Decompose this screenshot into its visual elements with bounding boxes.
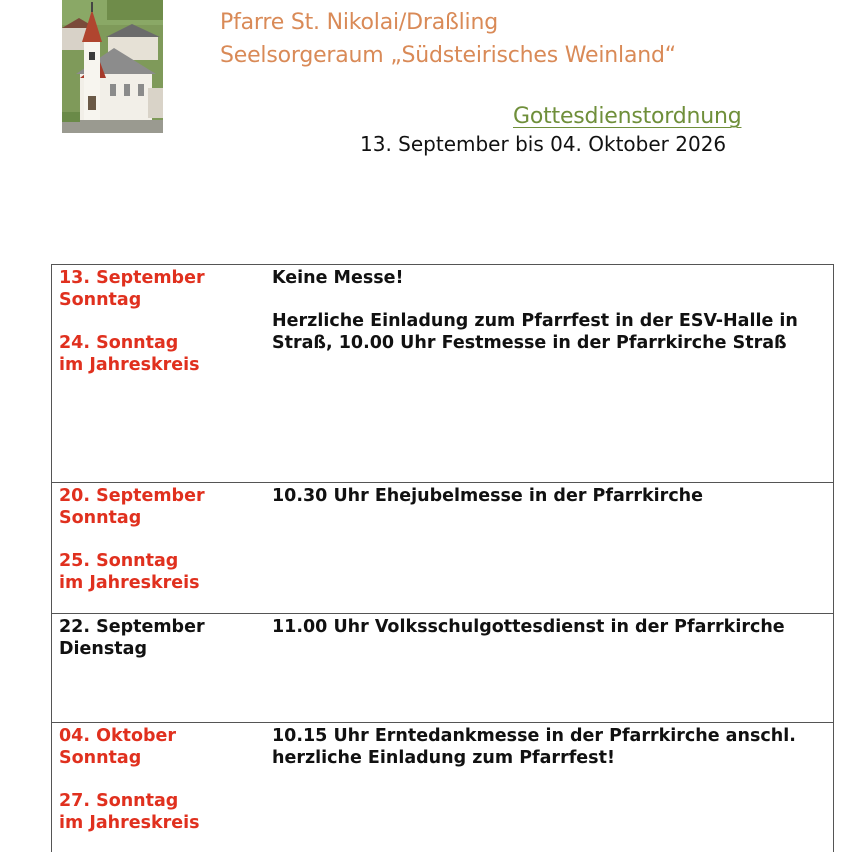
info-cell bbox=[266, 723, 833, 852]
info-line: Straß, 10.00 Uhr Festmesse in der Pfarrkirche Straß bbox=[272, 333, 787, 353]
weekday: Sonntag bbox=[59, 748, 142, 768]
info-line: 11.00 Uhr Volksschulgottesdienst in der Pfarrkirche bbox=[272, 617, 785, 637]
info-cell bbox=[266, 265, 833, 482]
table-row bbox=[52, 614, 833, 723]
feast-line: im Jahreskreis bbox=[59, 813, 200, 833]
date-cell bbox=[52, 723, 266, 852]
table-row bbox=[52, 265, 833, 483]
church-photo bbox=[62, 0, 163, 133]
date: 13. September bbox=[59, 268, 205, 288]
date: 22. September bbox=[59, 617, 205, 637]
date-cell bbox=[52, 265, 266, 482]
date-range: 13. September bis 04. Oktober 2026 bbox=[360, 132, 727, 156]
region-name: Seelsorgeraum „Südsteirisches Weinland“ bbox=[220, 43, 676, 68]
info-line: 10.30 Uhr Ehejubelmesse in der Pfarrkirche bbox=[272, 486, 704, 506]
weekday: Sonntag bbox=[59, 290, 142, 310]
info-line: Keine Messe! bbox=[272, 268, 404, 288]
feast-line: im Jahreskreis bbox=[59, 355, 200, 375]
feast-line: im Jahreskreis bbox=[59, 573, 200, 593]
date-cell bbox=[52, 614, 266, 722]
feast-line: 24. Sonntag bbox=[59, 333, 179, 353]
date: 04. Oktober bbox=[59, 726, 177, 746]
info-line: 10.15 Uhr Erntedankmesse in der Pfarrkirche anschl. bbox=[272, 726, 796, 746]
info-line: Herzliche Einladung zum Pfarrfest in der ESV-Halle in bbox=[272, 311, 798, 331]
parish-name: Pfarre St. Nikolai/Draßling bbox=[220, 10, 498, 35]
feast-line: 27. Sonntag bbox=[59, 791, 179, 811]
info-line: herzliche Einladung zum Pfarrfest! bbox=[272, 748, 615, 768]
document-title: Gottesdienstordnung bbox=[513, 104, 742, 129]
weekday: Dienstag bbox=[59, 639, 147, 659]
info-cell bbox=[266, 614, 833, 722]
schedule-table bbox=[51, 264, 834, 852]
weekday: Sonntag bbox=[59, 508, 142, 528]
date: 20. September bbox=[59, 486, 205, 506]
feast-line: 25. Sonntag bbox=[59, 551, 179, 571]
table-row bbox=[52, 723, 833, 852]
date-cell bbox=[52, 483, 266, 613]
info-cell bbox=[266, 483, 833, 613]
table-row bbox=[52, 483, 833, 614]
